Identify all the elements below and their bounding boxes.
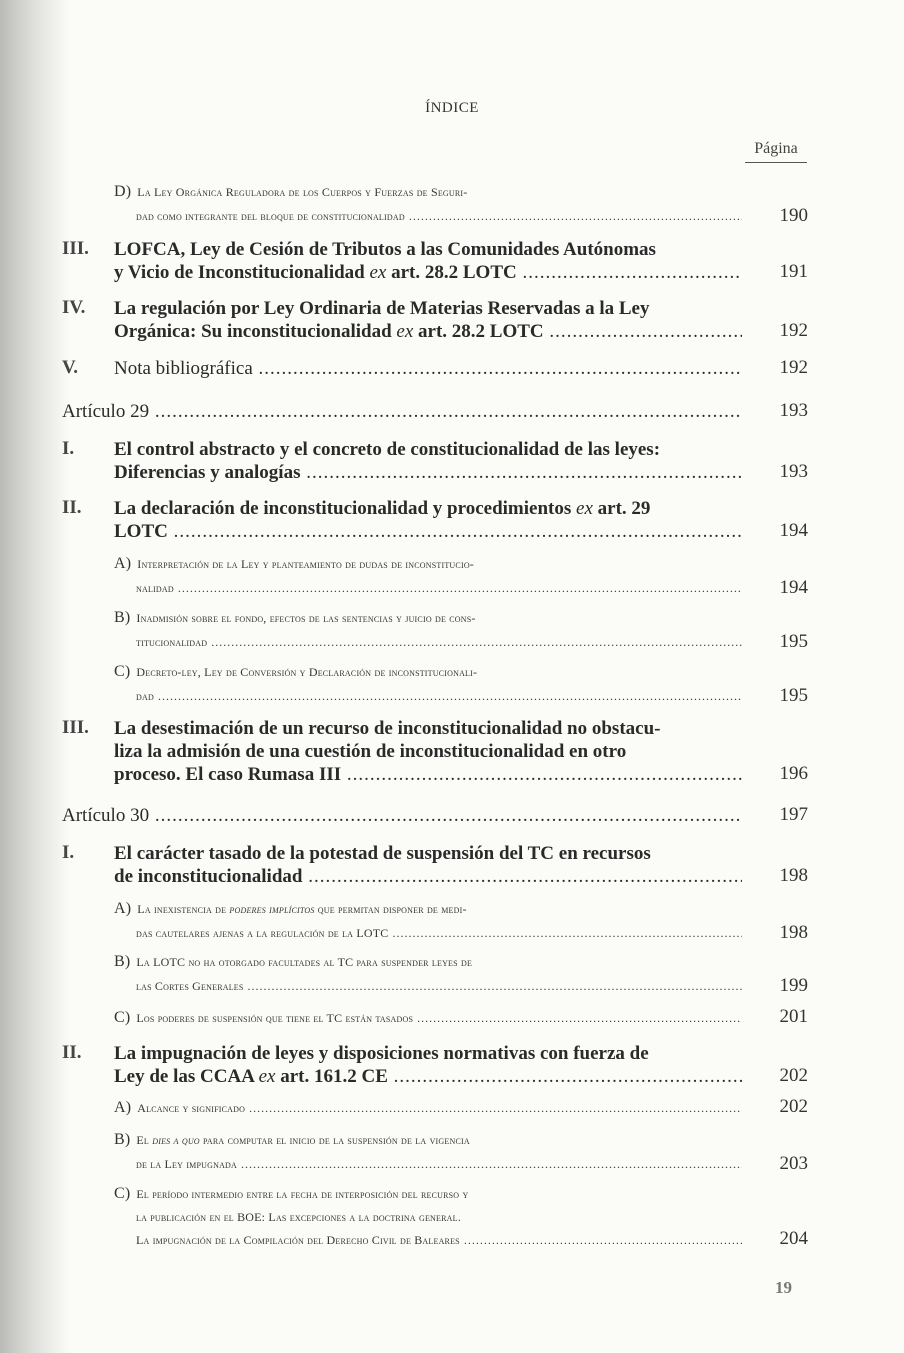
entry-title-italic: ex <box>396 321 414 342</box>
entry-page-number: 198 <box>779 922 808 943</box>
page-header: ÍNDICE <box>425 100 479 116</box>
entry-page-number: 199 <box>779 975 808 996</box>
entry-title-line: Interpretación de la Ley y planteamiento de dudas de inconstitucio- <box>137 557 474 571</box>
entry-page-number: 202 <box>779 1065 808 1086</box>
entry-title-line: La impugnación de leyes y disposiciones normativas con fuerza de <box>114 1043 649 1064</box>
entry-page-number: 195 <box>779 631 808 652</box>
entry-title-italic: poderes implícitos <box>229 902 315 916</box>
section-number: I. <box>62 842 75 863</box>
entry-title-line: de la Ley impugnada ..... <box>136 1157 742 1171</box>
section-number: III. <box>62 717 89 738</box>
article-heading: Artículo 29 ..... <box>62 401 742 422</box>
entry-page-number: 192 <box>779 357 808 378</box>
entry-letter: A) <box>114 1099 132 1116</box>
entry-title-italic: ex <box>369 262 387 283</box>
entry-letter: A) <box>114 555 132 572</box>
entry-title-line: Orgánica: Su inconstitucionalidad <box>114 321 397 342</box>
entry-page-number: 190 <box>779 205 808 226</box>
entry-title-line: La declaración de inconstitucionalidad y procedimientos <box>114 498 577 519</box>
entry-letter: A) <box>114 900 132 917</box>
section-number: I. <box>62 438 75 459</box>
section-number: II. <box>62 1042 82 1063</box>
entry-title-line: art. 28.2 LOTC ..... <box>413 321 742 342</box>
entry-title-line: que permitan disponer de medi- <box>314 902 467 916</box>
entry-title-line: La impugnación de la Compilación del Derecho Civil de Baleares ..... <box>136 1233 742 1247</box>
page-gutter-shadow <box>0 0 70 1353</box>
entry-title-line: El período intermedio entre la fecha de interposición del recurso y <box>136 1187 469 1201</box>
entry-title-line: art. 29 <box>592 498 651 519</box>
entry-title-line: La LOTC no ha otorgado facultades al TC para suspender leyes de <box>136 955 473 969</box>
entry-letter: B) <box>114 609 131 626</box>
section-number: V. <box>62 357 79 378</box>
entry-title-line: Decreto-ley, Ley de Conversión y Declaración de inconstitucionali- <box>136 665 478 679</box>
entry-title-line: liza la admisión de una cuestión de inconstitucionalidad en otro <box>114 741 627 762</box>
entry-letter: B) <box>114 1131 131 1148</box>
entry-page-number: 193 <box>779 461 808 482</box>
entry-title-line: de inconstitucionalidad ..... <box>114 866 742 887</box>
entry-title-line: dad como integrante del bloque de constitucionalidad ..... <box>136 209 742 223</box>
entry-page-number: 204 <box>779 1228 808 1249</box>
entry-page-number: 202 <box>779 1096 808 1117</box>
entry-title-line: Los poderes de suspensión que tiene el TC están tasados ..... <box>136 1011 742 1025</box>
entry-title-line: dad ..... <box>136 689 742 703</box>
entry-page-number: 195 <box>779 685 808 706</box>
entry-title-line: Nota bibliográfica ..... <box>114 358 742 379</box>
entry-page-number: 197 <box>779 804 808 825</box>
entry-title-line: LOTC ..... <box>114 521 742 542</box>
entry-title-line: proceso. El caso Rumasa III ..... <box>114 764 742 785</box>
section-number: II. <box>62 497 82 518</box>
entry-title-line: art. 28.2 LOTC ..... <box>386 262 742 283</box>
entry-title-line: para computar el inicio de la suspensión de la vigencia <box>199 1133 470 1147</box>
entry-page-number: 193 <box>779 400 808 421</box>
entry-page-number: 203 <box>779 1153 808 1174</box>
entry-title-italic: ex <box>576 498 593 519</box>
entry-page-number: 194 <box>779 520 808 541</box>
page-column-label: Página <box>745 140 807 163</box>
entry-title-line: El carácter tasado de la potestad de suspensión del TC en recursos <box>114 843 651 864</box>
entry-title-line: las Cortes Generales ..... <box>136 979 742 993</box>
section-number: IV. <box>62 297 86 318</box>
entry-title-line: art. 161.2 CE ..... <box>276 1066 743 1087</box>
entry-title-line: Alcance y significado ..... <box>137 1101 742 1115</box>
entry-title-line: titucionalidad ..... <box>136 635 742 649</box>
entry-title-line: La Ley Orgánica Reguladora de los Cuerpos y Fuerzas de Seguri- <box>137 185 468 199</box>
article-heading: Artículo 30 ..... <box>62 805 742 826</box>
entry-letter: C) <box>114 663 131 680</box>
entry-title-line: Inadmisión sobre el fondo, efectos de las sentencias y juicio de cons- <box>136 611 476 625</box>
entry-page-number: 198 <box>779 865 808 886</box>
entry-page-number: 196 <box>779 763 808 784</box>
entry-title-italic: dies a quo <box>152 1133 200 1147</box>
entry-letter: C) <box>114 1009 131 1026</box>
entry-page-number: 194 <box>779 577 808 598</box>
entry-title-line: das cautelares ajenas a la regulación de la LOTC ..... <box>136 926 742 940</box>
entry-title-italic: ex <box>258 1066 276 1087</box>
entry-title-line: La desestimación de un recurso de inconstitucionalidad no obstacu- <box>114 718 661 739</box>
entry-title-line: nalidad ..... <box>136 581 742 595</box>
entry-title-line: Diferencias y analogías ..... <box>114 462 742 483</box>
page-number: 19 <box>775 1278 792 1297</box>
entry-page-number: 192 <box>779 320 808 341</box>
entry-title-line: y Vicio de Inconstitucionalidad <box>114 262 370 283</box>
entry-title-line: La inexistencia de <box>137 902 230 916</box>
entry-letter: D) <box>114 183 132 200</box>
entry-title-line: LOFCA, Ley de Cesión de Tributos a las Comunidades Autónomas <box>114 239 656 260</box>
entry-title-line: la publicación en el BOE: Las excepciones a la doctrina general. <box>136 1210 461 1224</box>
section-number: III. <box>62 238 89 259</box>
entry-letter: B) <box>114 953 131 970</box>
entry-letter: C) <box>114 1185 131 1202</box>
entry-title-line: El <box>136 1133 153 1147</box>
entry-title-line: El control abstracto y el concreto de constitucionalidad de las leyes: <box>114 439 661 460</box>
entry-page-number: 191 <box>779 261 808 282</box>
entry-title-line: Ley de las CCAA <box>114 1066 259 1087</box>
entry-page-number: 201 <box>779 1006 808 1027</box>
entry-title-line: La regulación por Ley Ordinaria de Materias Reservadas a la Ley <box>114 298 650 319</box>
